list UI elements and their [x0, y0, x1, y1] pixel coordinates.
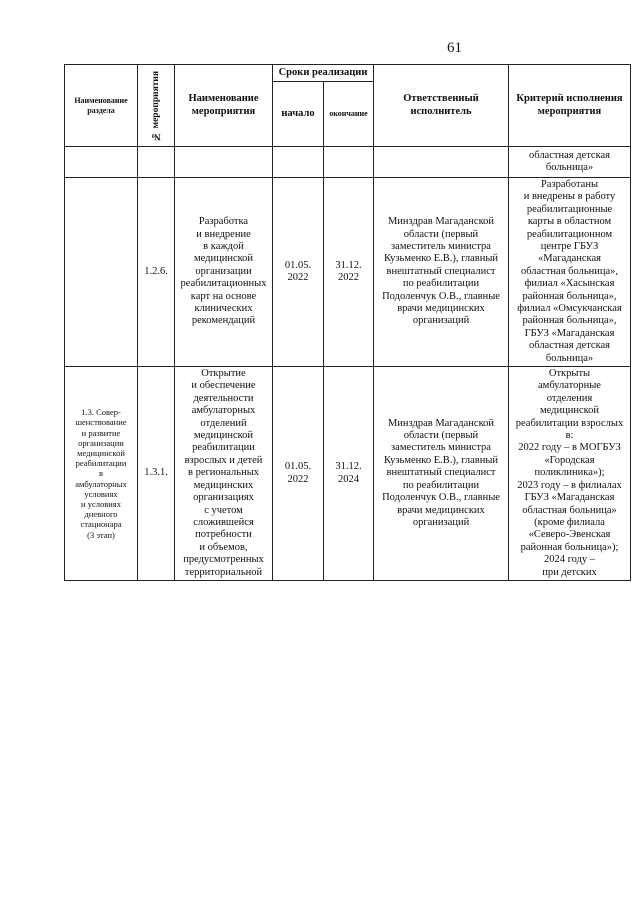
header-criterion: Критерий исполнения мероприятия — [509, 65, 631, 147]
cell-start: 01.05. 2022 — [273, 178, 324, 367]
cell-section — [65, 147, 138, 178]
cell-end: 31.12. 2024 — [324, 367, 374, 581]
page-number: 61 — [447, 40, 462, 56]
cell-end: 31.12. 2022 — [324, 178, 374, 367]
header-responsible: Ответственный исполнитель — [374, 65, 509, 147]
header-section-name: Наименование раздела — [65, 65, 138, 147]
cell-number — [138, 147, 175, 178]
table-row — [65, 367, 631, 581]
cell-activity: Открытие и обеспечение деятельности амбулаторных отделений медицинской реабилитации взрослых и детей в региональных медицинских организациях с учетом сложившейся потребности и объемов, предусмотренных территориальной — [175, 367, 273, 581]
table-row — [65, 178, 631, 367]
cell-criterion: областная детская больница» — [509, 147, 631, 178]
header-number-label: № мероприятия — [150, 70, 161, 141]
header-end: окончание — [324, 82, 374, 147]
cell-start — [273, 147, 324, 178]
header-deadlines: Сроки реализации — [273, 65, 374, 82]
header-start: начало — [273, 82, 324, 147]
cell-start: 01.05. 2022 — [273, 367, 324, 581]
cell-number: 1.2.6. — [138, 178, 175, 367]
activities-table — [64, 64, 631, 581]
header-activity-name: Наименование мероприятия — [175, 65, 273, 147]
cell-section — [65, 178, 138, 367]
cell-section: 1.3. Совер- шенствование и развитие организации медицинской реабилитации в амбулаторных условиях и условиях дневного стационара (3 этап) — [65, 367, 138, 581]
cell-number: 1.3.1. — [138, 367, 175, 581]
cell-end — [324, 147, 374, 178]
cell-activity — [175, 147, 273, 178]
table-row — [65, 147, 631, 178]
header-number — [138, 65, 175, 147]
cell-responsible: Минздрав Магаданской области (первый заместитель министра Кузьменко Е.В.), главный внештатный специалист по реабилитации Подоленчук О.В., главные врачи медицинских организаций — [374, 178, 509, 367]
cell-responsible — [374, 147, 509, 178]
cell-criterion: Открыты амбулаторные отделения медицинской реабилитации взрослых в: 2022 году – в МОГБУЗ «Городская поликлиника»); 2023 году – в филиалах ГБУЗ «Магаданская областная больница» (кроме филиала «Северо-Эвенская районная больница»); 2024 году – при детских — [509, 367, 631, 581]
cell-activity: Разработка и внедрение в каждой медицинской организации реабилитационных карт на основе клинических рекомендаций — [175, 178, 273, 367]
cell-criterion: Разработаны и внедрены в работу реабилитационные карты в областном реабилитационном центре ГБУЗ «Магаданская областная больница», филиал «Хасынская районная больница», филиал «Омсукчанская районная больница», ГБУЗ «Магаданская областная детская больница» — [509, 178, 631, 367]
cell-responsible: Минздрав Магаданской области (первый заместитель министра Кузьменко Е.В.), главный внештатный специалист по реабилитации Подоленчук О.В., главные врачи медицинских организаций — [374, 367, 509, 581]
